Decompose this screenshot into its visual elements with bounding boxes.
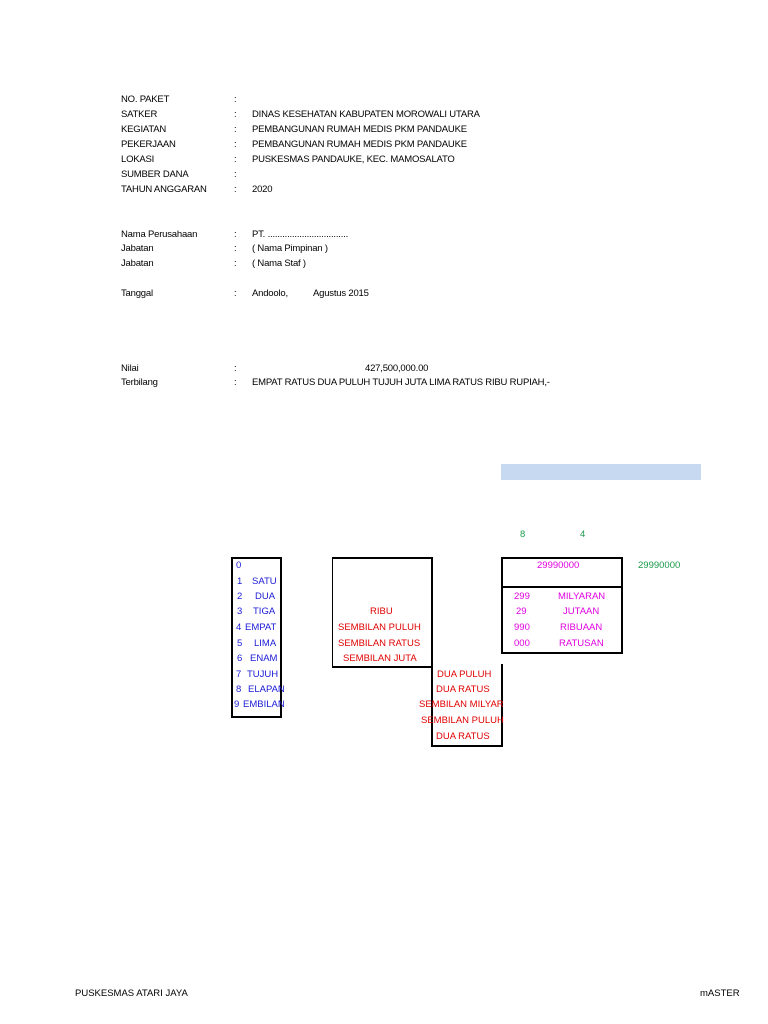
lower-word: DUA PULUH [437, 669, 492, 680]
terbilang-label: Terbilang [121, 377, 158, 388]
field-label: NO. PAKET [121, 94, 170, 105]
footer-right: mASTER [700, 988, 740, 999]
colon: : [234, 258, 237, 269]
digit-num: 6 [237, 653, 243, 664]
colon: : [234, 169, 237, 180]
number-side-total: 29990000 [638, 560, 681, 571]
field-value: DINAS KESEHATAN KABUPATEN MOROWALI UTARA [252, 109, 480, 120]
colon: : [234, 124, 237, 135]
field-value: PT. ................................. [252, 229, 349, 240]
tanggal-place: Andoolo, [252, 288, 288, 299]
tanggal-label: Tanggal [121, 288, 153, 299]
number-total: 29990000 [537, 560, 580, 571]
tanggal-date: Agustus 2015 [313, 288, 369, 299]
digit-word: ENAM [250, 653, 278, 664]
field-label: TAHUN ANGGARAN [121, 184, 207, 195]
middle-word: RIBU [370, 606, 393, 617]
middle-word: SEMBILAN PULUH [338, 622, 421, 633]
field-value: PEMBANGUNAN RUMAH MEDIS PKM PANDAUKE [252, 139, 467, 150]
field-label: LOKASI [121, 154, 155, 165]
lower-word: SEMBILAN PULUH [421, 715, 504, 726]
digit-num: 5 [237, 638, 243, 649]
colon: : [234, 243, 237, 254]
colon: : [234, 109, 237, 120]
digit-num: 4 [236, 622, 242, 633]
field-label: Jabatan [121, 258, 154, 269]
digit-num: 0 [236, 560, 242, 571]
colon: : [234, 363, 237, 374]
highlight-bar [501, 464, 701, 480]
colon: : [234, 184, 237, 195]
number-row-unit: JUTAAN [563, 606, 600, 617]
field-label: Nama Perusahaan [121, 229, 198, 240]
middle-word: SEMBILAN JUTA [343, 653, 417, 664]
count-b: 4 [580, 529, 586, 540]
digit-word: DUA [255, 591, 276, 602]
colon: : [234, 288, 237, 299]
number-row-unit: RATUSAN [559, 638, 604, 649]
digit-word: TIGA [253, 606, 276, 617]
field-label: PEKERJAAN [121, 139, 176, 150]
digit-word: LIMA [254, 638, 277, 649]
digit-num: 2 [237, 591, 243, 602]
digit-num: 1 [237, 576, 243, 587]
digit-word: EMPAT [245, 622, 277, 633]
colon: : [234, 94, 237, 105]
field-label: KEGIATAN [121, 124, 167, 135]
field-value: PEMBANGUNAN RUMAH MEDIS PKM PANDAUKE [252, 124, 467, 135]
number-row-value: 29 [516, 606, 527, 617]
field-label: Jabatan [121, 243, 154, 254]
lower-word: DUA RATUS [436, 684, 490, 695]
colon: : [234, 229, 237, 240]
colon: : [234, 139, 237, 150]
field-value: ( Nama Staf ) [252, 258, 306, 269]
digit-word: TUJUH [247, 669, 279, 680]
digit-num: 8 [236, 684, 242, 695]
field-value: ( Nama Pimpinan ) [252, 243, 328, 254]
lower-word: DUA RATUS [436, 731, 490, 742]
digit-word: SATU [252, 576, 277, 587]
footer-left: PUSKESMAS ATARI JAYA [75, 988, 188, 999]
terbilang-value: EMPAT RATUS DUA PULUH TUJUH JUTA LIMA RATUS RIBU RUPIAH,- [252, 377, 550, 388]
digit-num: 9 [234, 699, 240, 710]
field-value: 2020 [252, 184, 273, 195]
nilai-label: Nilai [121, 363, 139, 374]
number-box-divider [503, 586, 621, 588]
number-row-value: 299 [514, 591, 530, 602]
digit-word: ELAPAN [248, 684, 285, 695]
number-row-value: 990 [514, 622, 530, 633]
field-value: PUSKESMAS PANDAUKE, KEC. MAMOSALATO [252, 154, 455, 165]
field-label: SATKER [121, 109, 158, 120]
count-a: 8 [520, 529, 526, 540]
digit-num: 3 [237, 606, 243, 617]
number-row-unit: MILYARAN [558, 591, 606, 602]
field-label: SUMBER DANA [121, 169, 189, 180]
colon: : [234, 154, 237, 165]
colon: : [234, 377, 237, 388]
middle-word: SEMBILAN RATUS [338, 638, 421, 649]
digit-num: 7 [236, 669, 242, 680]
nilai-value: 427,500,000.00 [365, 363, 429, 374]
lower-word: SEMBILAN MILYAR [419, 699, 504, 710]
number-row-value: 000 [514, 638, 530, 649]
digit-word: EMBILAN [243, 699, 285, 710]
number-row-unit: RIBUAAN [560, 622, 603, 633]
